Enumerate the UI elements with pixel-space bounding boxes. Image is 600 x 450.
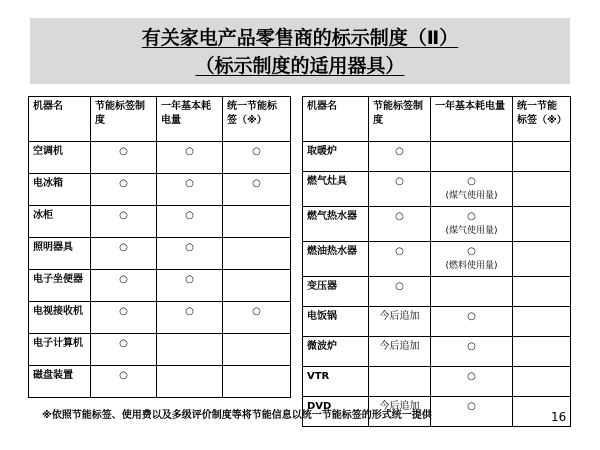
left-appliance-table [28, 96, 291, 398]
cell-c2 [157, 142, 223, 174]
appliance-name: 变压器 [303, 277, 369, 307]
header-unified-label: 统一节能标签（※） [223, 97, 291, 142]
header-unified-label: 统一节能标签（※） [513, 97, 571, 142]
title-line-2: （标示制度的适用器具） [195, 55, 405, 77]
cell-value: 今后追加 [379, 401, 420, 412]
cell-c3 [513, 277, 571, 307]
cell-c3 [223, 302, 291, 334]
cell-value: ○ [252, 146, 261, 157]
table-row [29, 142, 291, 174]
cell-value: ○ [395, 211, 404, 222]
cell-value: ○ [467, 246, 476, 257]
appliance-name: 电子坐便器 [29, 270, 91, 302]
header-annual-power: 一年基本耗电量 [157, 97, 223, 142]
cell-value: ○ [119, 370, 128, 381]
appliance-name: VTR [303, 367, 369, 397]
cell-value: ○ [467, 401, 476, 412]
cell-c3 [223, 238, 291, 270]
cell-c3 [513, 367, 571, 397]
appliance-name: DVD [303, 397, 369, 427]
table-row [29, 366, 291, 398]
cell-c3 [223, 174, 291, 206]
header-annual-power: 一年基本耗电量 [431, 97, 513, 142]
cell-c2 [157, 366, 223, 398]
cell-c1 [369, 367, 431, 397]
cell-value: ○ [395, 176, 404, 187]
table-row [303, 277, 571, 307]
cell-c1 [369, 337, 431, 367]
cell-c2 [157, 206, 223, 238]
cell-c3 [223, 206, 291, 238]
appliance-name: 取暖炉 [303, 142, 369, 172]
cell-value: ○ [395, 246, 404, 257]
table-row [303, 172, 571, 207]
cell-c2 [431, 277, 513, 307]
cell-c1 [369, 307, 431, 337]
appliance-name: 燃油热水器 [303, 242, 369, 277]
cell-c3 [223, 270, 291, 302]
header-appliance: 机器名 [303, 97, 369, 142]
table-row [29, 270, 291, 302]
cell-c2 [431, 207, 513, 242]
cell-value: ○ [119, 178, 128, 189]
cell-c1 [369, 277, 431, 307]
cell-value: ○ [252, 306, 261, 317]
title-banner [30, 18, 570, 84]
appliance-name: 电子计算机 [29, 334, 91, 366]
cell-value: ○ [119, 210, 128, 221]
cell-value: ○ [467, 311, 476, 322]
header-label-system: 节能标签制度 [91, 97, 157, 142]
cell-c1 [369, 207, 431, 242]
cell-value: ○ [467, 211, 476, 222]
cell-value: ○ [467, 176, 476, 187]
cell-value: ○ [467, 371, 476, 382]
cell-c1 [91, 366, 157, 398]
cell-c1 [91, 302, 157, 334]
cell-c3 [223, 366, 291, 398]
cell-c2 [157, 270, 223, 302]
table-row [29, 334, 291, 366]
cell-value: ○ [185, 146, 194, 157]
cell-c3 [223, 142, 291, 174]
cell-value: ○ [395, 281, 404, 292]
cell-c3 [513, 242, 571, 277]
table-row [29, 206, 291, 238]
cell-c3 [513, 337, 571, 367]
cell-c1 [91, 238, 157, 270]
appliance-name: 空调机 [29, 142, 91, 174]
cell-c2 [431, 307, 513, 337]
right-header-row [303, 97, 571, 142]
cell-value: ○ [119, 146, 128, 157]
appliance-name: 微波炉 [303, 337, 369, 367]
cell-c3 [513, 172, 571, 207]
cell-c2 [157, 334, 223, 366]
cell-c2 [431, 337, 513, 367]
cell-value: ○ [185, 242, 194, 253]
cell-c2 [431, 242, 513, 277]
title-line-1: 有关家电产品零售商的标示制度（Ⅱ） [141, 27, 459, 49]
cell-c1 [91, 270, 157, 302]
cell-value: 今后追加 [379, 341, 420, 352]
cell-c3 [513, 142, 571, 172]
cell-value: ○ [119, 338, 128, 349]
appliance-name: 磁盘装置 [29, 366, 91, 398]
appliance-name: 燃气灶具 [303, 172, 369, 207]
right-appliance-table [302, 96, 571, 427]
cell-c2 [157, 302, 223, 334]
appliance-name: 电视接收机 [29, 302, 91, 334]
cell-c2 [157, 174, 223, 206]
table-row [29, 302, 291, 334]
table-row [303, 337, 571, 367]
page-number: 16 [551, 410, 567, 424]
table-row [303, 307, 571, 337]
left-header-row [29, 97, 291, 142]
table-row [303, 142, 571, 172]
cell-value: ○ [119, 242, 128, 253]
cell-c2 [431, 367, 513, 397]
cell-c1 [369, 142, 431, 172]
header-label-system: 节能标签制度 [369, 97, 431, 142]
cell-value: ○ [395, 146, 404, 157]
cell-c1 [91, 142, 157, 174]
cell-c1 [369, 242, 431, 277]
cell-c3 [223, 334, 291, 366]
appliance-name: 电饭锅 [303, 307, 369, 337]
table-row [303, 367, 571, 397]
table-row [29, 174, 291, 206]
usage-note: (燃料使用量) [445, 261, 498, 271]
appliance-name: 冰柜 [29, 206, 91, 238]
cell-c1 [91, 174, 157, 206]
cell-value: ○ [252, 178, 261, 189]
appliance-name: 电冰箱 [29, 174, 91, 206]
cell-c2 [431, 172, 513, 207]
header-appliance: 机器名 [29, 97, 91, 142]
cell-c1 [369, 172, 431, 207]
cell-c3 [513, 207, 571, 242]
footnote: ※依照节能标签、使用费以及多级评价制度等将节能信息以统一节能标签的形式统一提供 [42, 410, 432, 421]
cell-value: ○ [119, 274, 128, 285]
appliance-name: 照明器具 [29, 238, 91, 270]
cell-value: ○ [185, 210, 194, 221]
cell-c2 [431, 397, 513, 427]
cell-c1 [91, 334, 157, 366]
cell-c2 [157, 238, 223, 270]
cell-value: ○ [185, 178, 194, 189]
cell-value: 今后追加 [379, 311, 420, 322]
cell-c2 [431, 142, 513, 172]
usage-note: (煤气使用量) [445, 226, 498, 236]
cell-c1 [91, 206, 157, 238]
cell-value: ○ [185, 274, 194, 285]
cell-value: ○ [467, 341, 476, 352]
cell-c3 [513, 307, 571, 337]
table-row [29, 238, 291, 270]
cell-value: ○ [185, 306, 194, 317]
usage-note: (煤气使用量) [445, 191, 498, 201]
table-row [303, 207, 571, 242]
appliance-name: 燃气热水器 [303, 207, 369, 242]
table-row [303, 242, 571, 277]
cell-value: ○ [119, 306, 128, 317]
